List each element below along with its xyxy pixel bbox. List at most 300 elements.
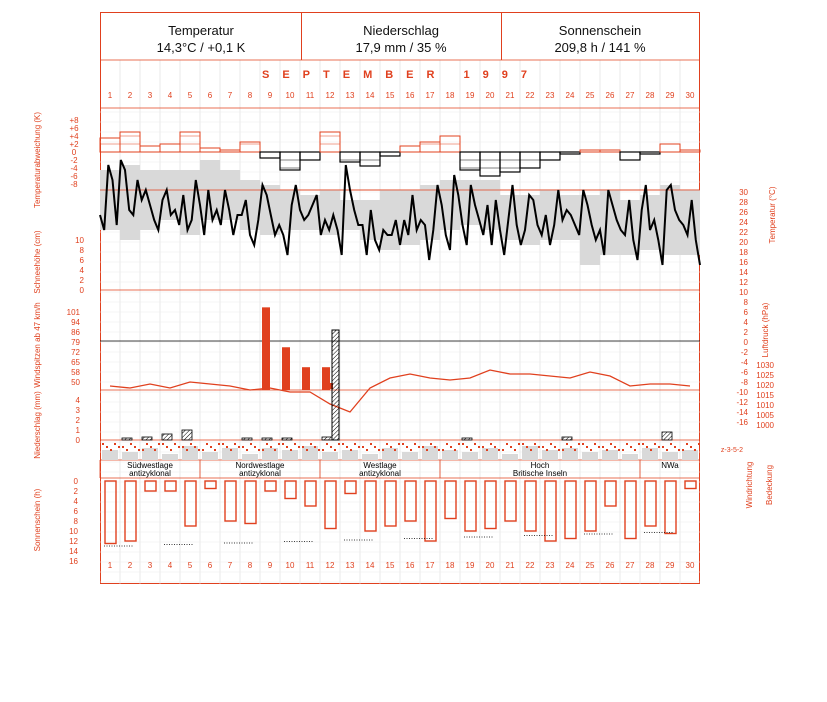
- weather-type-line2: antizyklonal: [129, 469, 171, 478]
- day-label-bottom: 25: [585, 561, 595, 570]
- sunshine-bar: [585, 481, 596, 531]
- sunshine-bar: [405, 481, 416, 521]
- wind-direction-mark: [450, 446, 452, 448]
- wind-direction-mark: [430, 443, 432, 445]
- wind-direction-mark: [166, 446, 168, 448]
- wind-direction-mark: [198, 449, 200, 451]
- wind-direction-mark: [242, 446, 244, 448]
- wind-direction-mark: [462, 443, 464, 445]
- pressure-tick: 1010: [756, 401, 774, 410]
- snow-tick: 0: [79, 286, 84, 295]
- day-label-top: 23: [545, 91, 555, 100]
- temperature-tick: 28: [739, 198, 748, 207]
- wind-direction-mark: [158, 443, 160, 445]
- sunshine-bar: [165, 481, 176, 491]
- sunshine-tick: 12: [69, 537, 78, 546]
- wind-tick: 50: [71, 378, 80, 387]
- sunshine-bar: [565, 481, 576, 539]
- wind-direction-mark: [682, 449, 684, 451]
- day-label-top: 29: [665, 91, 675, 100]
- wind-direction-mark: [686, 443, 688, 445]
- wind-direction-mark: [334, 449, 336, 451]
- sunshine-bar: [225, 481, 236, 521]
- wind-direction-mark: [130, 443, 132, 445]
- sunshine-bar: [385, 481, 396, 526]
- wind-direction-mark: [122, 446, 124, 448]
- day-label-bottom: 15: [385, 561, 395, 570]
- weather-type-line1: Südwestlage: [127, 461, 173, 470]
- temperature-tick: -12: [736, 398, 748, 407]
- wind-direction-mark: [538, 446, 540, 448]
- wind-tick: 101: [66, 308, 80, 317]
- wind-direction-mark: [362, 446, 364, 448]
- sunshine-bar: [665, 481, 676, 534]
- temp-dev-bar: [480, 152, 500, 176]
- snow-tick: 8: [79, 246, 84, 255]
- wind-direction-mark: [114, 443, 116, 445]
- wind-direction-mark: [622, 449, 624, 451]
- wind-direction-mark: [238, 446, 240, 448]
- wind-direction-mark: [262, 449, 264, 451]
- wind-direction-mark: [522, 443, 524, 445]
- wind-direction-mark: [670, 443, 672, 445]
- day-label-top: 11: [305, 91, 315, 100]
- wind-direction-mark: [598, 446, 600, 448]
- sunshine-tick: 8: [73, 517, 78, 526]
- wind-direction-mark: [190, 443, 192, 445]
- cloud-cover-bar: [402, 452, 418, 460]
- temperature-tick: -8: [740, 378, 748, 387]
- temperature-tick: -16: [736, 418, 748, 427]
- temp-dev-bar: [240, 142, 260, 152]
- wind-direction-mark: [374, 446, 376, 448]
- snow-tick: 2: [79, 276, 84, 285]
- day-label-top: 24: [565, 91, 575, 100]
- wind-direction-mark: [534, 443, 536, 445]
- temp-dev-bar: [540, 152, 560, 160]
- sunshine-tick: 16: [69, 557, 78, 566]
- temp-dev-bar: [300, 152, 320, 160]
- wind-direction-mark: [378, 449, 380, 451]
- sunshine-bar: [345, 481, 356, 494]
- cloud-cover-bar: [162, 454, 178, 460]
- wind-direction-mark: [518, 443, 520, 445]
- temp-dev-axis-title: Temperaturabweichung (K): [33, 111, 42, 209]
- sunshine-tick: 0: [73, 477, 78, 486]
- day-label-bottom: 5: [187, 561, 193, 570]
- wind-direction-mark: [478, 446, 480, 448]
- day-label-top: 3: [147, 91, 153, 100]
- temp-dev-tick: 0: [71, 148, 77, 157]
- wind-direction-mark: [426, 449, 428, 451]
- precip-title: Niederschlag: [363, 23, 439, 38]
- cloud-cover-bar: [442, 450, 458, 460]
- day-label-top: 8: [247, 91, 253, 100]
- wind-direction-mark: [498, 449, 500, 451]
- precip-tick: 2: [75, 416, 80, 425]
- day-label-top: 16: [405, 91, 415, 100]
- temperature-tick: -6: [740, 368, 748, 377]
- wind-direction-mark: [418, 446, 420, 448]
- cloud-cover-bar: [282, 450, 298, 460]
- day-label-bottom: 27: [625, 561, 635, 570]
- day-label-top: 21: [505, 91, 515, 100]
- cloud-cover-bar: [522, 446, 538, 460]
- temp-dev-bar: [660, 144, 680, 152]
- wind-direction-mark: [202, 449, 204, 451]
- precipitation-bar: [262, 438, 272, 440]
- temp-dev-bar: [280, 152, 300, 170]
- wind-direction-mark: [222, 443, 224, 445]
- wind-direction-mark: [322, 449, 324, 451]
- wind-direction-mark: [606, 449, 608, 451]
- pressure-tick: 1000: [756, 421, 774, 430]
- wind-direction-mark: [274, 449, 276, 451]
- precipitation-bar: [142, 437, 152, 440]
- precipitation-bar: [242, 438, 252, 440]
- temperature-title: Temperatur: [168, 23, 234, 38]
- temp-dev-bar: [600, 150, 620, 152]
- wind-direction-mark: [102, 443, 104, 445]
- day-label-bottom: 8: [247, 561, 253, 570]
- day-label-bottom: 28: [645, 561, 655, 570]
- sunshine-bar: [185, 481, 196, 526]
- wind-direction-mark: [358, 446, 360, 448]
- temp-dev-tick: +2: [69, 140, 79, 149]
- temp-dev-bar: [420, 142, 440, 152]
- wind-direction-mark: [258, 449, 260, 451]
- day-label-bottom: 6: [207, 561, 213, 570]
- wind-direction-mark: [690, 446, 692, 448]
- wind-direction-mark: [298, 446, 300, 448]
- wind-direction-mark: [470, 449, 472, 451]
- sunshine-bar: [445, 481, 456, 519]
- snow-tick: 6: [79, 256, 84, 265]
- precipitation-bar: [282, 438, 292, 440]
- temp-dev-tick: +6: [69, 124, 79, 133]
- day-label-bottom: 22: [525, 561, 535, 570]
- wind-direction-mark: [578, 443, 580, 445]
- cloud-cover-bar: [242, 454, 258, 460]
- day-label-bottom: 20: [485, 561, 495, 570]
- temp-dev-bar: [580, 150, 600, 152]
- cloud-cover-bar: [122, 452, 138, 460]
- precip-tick: 3: [75, 406, 80, 415]
- wind-direction-mark: [694, 449, 696, 451]
- wind-direction-mark: [194, 446, 196, 448]
- sunshine-bar: [525, 481, 536, 531]
- temperature-tick: -14: [736, 408, 748, 417]
- cloud-cover-bar: [662, 452, 678, 460]
- temperature-tick: 26: [739, 208, 748, 217]
- temperature-tick: 10: [739, 288, 748, 297]
- wind-direction-mark: [278, 443, 280, 445]
- cloud-cover-bar: [182, 446, 198, 460]
- wind-direction-mark: [618, 449, 620, 451]
- wind-direction-mark: [350, 449, 352, 451]
- wind-direction-mark: [614, 446, 616, 448]
- cloud-cover-bar: [342, 450, 358, 460]
- wind-direction-mark: [134, 446, 136, 448]
- day-label-top: 1: [107, 91, 113, 100]
- wind-tick: 94: [71, 318, 80, 327]
- pressure-tick: 1005: [756, 411, 774, 420]
- wind-direction-mark: [118, 446, 120, 448]
- wind-direction-mark: [542, 446, 544, 448]
- day-label-top: 9: [267, 91, 273, 100]
- wind-direction-mark: [354, 443, 356, 445]
- wind-direction-mark: [210, 446, 212, 448]
- wind-direction-mark: [454, 449, 456, 451]
- wind-direction-mark: [314, 446, 316, 448]
- weather-type-line1: Nordwestlage: [235, 461, 285, 470]
- temp-dev-bar: [140, 146, 160, 152]
- wind-direction-mark: [142, 449, 144, 451]
- day-label-bottom: 17: [425, 561, 435, 570]
- wind-direction-mark: [290, 449, 292, 451]
- cloud-cover-bar: [422, 446, 438, 460]
- day-label-top: 25: [585, 91, 595, 100]
- wind-direction-mark: [594, 443, 596, 445]
- wind-direction-mark: [514, 449, 516, 451]
- day-label-bottom: 13: [345, 561, 355, 570]
- temperature-tick: -10: [736, 388, 748, 397]
- snow-tick: 4: [79, 266, 84, 275]
- sunshine-tick: 14: [69, 547, 78, 556]
- temp-dev-bar: [200, 148, 220, 152]
- wind-direction-mark: [286, 446, 288, 448]
- wind-direction-mark: [630, 446, 632, 448]
- wind-direction-mark: [394, 449, 396, 451]
- day-label-top: 28: [645, 91, 655, 100]
- day-label-bottom: 12: [325, 561, 335, 570]
- wind-direction-mark: [658, 446, 660, 448]
- precipitation-bar: [122, 438, 132, 440]
- snow-tick: 10: [75, 236, 84, 245]
- cloud-cover-bar: [102, 450, 118, 460]
- sunshine-bar: [265, 481, 276, 491]
- wind-direction-mark: [182, 446, 184, 448]
- temp-dev-tick: -2: [70, 156, 78, 165]
- wind-direction-mark: [638, 443, 640, 445]
- day-label-bottom: 11: [305, 561, 315, 570]
- weather-type-line2: Britische Inseln: [512, 469, 568, 478]
- wind-direction-mark: [226, 446, 228, 448]
- wind-tick: 86: [71, 328, 80, 337]
- pressure-tick: 1015: [756, 391, 774, 400]
- wind-direction-mark: [510, 446, 512, 448]
- cloud-cover-bar: [462, 452, 478, 460]
- wind-direction-mark: [302, 446, 304, 448]
- wind-dir-legend: z-3-5-2: [720, 447, 744, 454]
- sunshine-tick: 4: [73, 497, 78, 506]
- temperature-range-band: [140, 170, 160, 230]
- cloud-cover-bar: [202, 452, 218, 460]
- temperature-tick: 6: [743, 308, 748, 317]
- wind-direction-mark: [482, 446, 484, 448]
- sunshine-tick: 2: [73, 487, 78, 496]
- pressure-tick: 1030: [756, 361, 774, 370]
- sunshine-bar: [465, 481, 476, 531]
- cloud-axis-title: Bedeckung: [765, 464, 774, 506]
- day-label-top: 2: [127, 91, 133, 100]
- precip-axis-title: Niederschlag (mm): [33, 391, 42, 459]
- day-label-bottom: 26: [605, 561, 615, 570]
- wind-direction-mark: [678, 449, 680, 451]
- wind-direction-mark: [346, 446, 348, 448]
- wind-direction-mark: [110, 449, 112, 451]
- wind-direction-mark: [174, 443, 176, 445]
- temp-dev-tick: -4: [70, 164, 78, 173]
- wind-direction-mark: [562, 449, 564, 451]
- day-label-top: 5: [187, 91, 193, 100]
- temperature-tick: -4: [740, 358, 748, 367]
- pressure-axis-title: Luftdruck (hPa): [761, 302, 770, 358]
- wind-direction-mark: [234, 443, 236, 445]
- wind-tick: 72: [71, 348, 80, 357]
- wind-direction-mark: [438, 449, 440, 451]
- wind-direction-mark: [154, 449, 156, 451]
- wind-direction-mark: [654, 443, 656, 445]
- wind-direction-mark: [446, 443, 448, 445]
- day-label-top: 30: [685, 91, 695, 100]
- wind-gust-bar: [262, 307, 270, 390]
- sunshine-bar: [485, 481, 496, 529]
- weather-type-line2: antizyklonal: [239, 469, 281, 478]
- precipitation-bar: [562, 437, 572, 440]
- wind-direction-mark: [366, 449, 368, 451]
- day-label-top: 14: [365, 91, 375, 100]
- weather-type-line1: Hoch: [530, 461, 550, 470]
- temp-dev-tick: +8: [69, 116, 79, 125]
- sunshine-bar: [365, 481, 376, 531]
- temperature-tick: 16: [739, 258, 748, 267]
- wind-direction-mark: [502, 449, 504, 451]
- wind-direction-mark: [558, 449, 560, 451]
- day-label-bottom: 9: [267, 561, 273, 570]
- day-label-bottom: 7: [227, 561, 233, 570]
- precipitation-bar: [462, 438, 472, 440]
- wind-direction-mark: [574, 449, 576, 451]
- wind-direction-mark: [266, 443, 268, 445]
- wind-gust-bar: [302, 367, 310, 390]
- sunshine-bar: [145, 481, 156, 491]
- wind-direction-mark: [674, 446, 676, 448]
- weather-type-line2: antizyklonal: [359, 469, 401, 478]
- temp-dev-tick: +4: [69, 132, 79, 141]
- wind-direction-mark: [530, 449, 532, 451]
- wind-direction-mark: [330, 446, 332, 448]
- wind-direction-mark: [342, 443, 344, 445]
- day-label-bottom: 24: [565, 561, 575, 570]
- wind-direction-mark: [434, 446, 436, 448]
- day-label-bottom: 30: [685, 561, 695, 570]
- day-label-top: 13: [345, 91, 355, 100]
- day-label-bottom: 16: [405, 561, 415, 570]
- day-label-top: 18: [445, 91, 455, 100]
- cloud-cover-bar: [302, 446, 318, 460]
- wind-direction-mark: [106, 446, 108, 448]
- temperature-tick: 24: [739, 218, 748, 227]
- sunshine-tick: 6: [73, 507, 78, 516]
- sunshine-bar: [645, 481, 656, 526]
- wind-direction-mark: [570, 446, 572, 448]
- precip-value: 17,9 mm / 35 %: [355, 40, 447, 55]
- day-label-bottom: 3: [147, 561, 153, 570]
- temperature-tick: 0: [743, 338, 748, 347]
- temp-dev-tick: -8: [70, 180, 78, 189]
- wind-direction-mark: [634, 449, 636, 451]
- temp-dev-bar: [380, 152, 400, 156]
- wind-direction-mark: [150, 446, 152, 448]
- wind-direction-mark: [170, 449, 172, 451]
- wind-direction-mark: [138, 449, 140, 451]
- temp-dev-bar: [340, 152, 360, 162]
- sunshine-axis-title: Sonnenschein (h): [33, 488, 42, 552]
- wind-direction-mark: [474, 443, 476, 445]
- wind-direction-mark: [126, 449, 128, 451]
- weather-type-line1: Westlage: [363, 461, 397, 470]
- day-label-bottom: 1: [107, 561, 113, 570]
- wind-direction-mark: [590, 449, 592, 451]
- wind-direction-mark: [306, 449, 308, 451]
- sunshine-title: Sonnenschein: [558, 23, 642, 38]
- wind-dir-axis-title: Windrichtung: [745, 461, 754, 509]
- temp-dev-bar: [100, 138, 120, 152]
- wind-direction-mark: [246, 449, 248, 451]
- temperature-tick: 8: [743, 298, 748, 307]
- temp-dev-bar: [360, 152, 380, 166]
- temp-dev-bar: [560, 152, 580, 154]
- day-label-bottom: 23: [545, 561, 555, 570]
- temp-dev-tick: -6: [70, 172, 78, 181]
- pressure-tick: 1020: [756, 381, 774, 390]
- precipitation-bar: [322, 437, 332, 440]
- day-label-bottom: 29: [665, 561, 675, 570]
- temperature-tick: 12: [739, 278, 748, 287]
- wind-direction-mark: [390, 446, 392, 448]
- precip-tick: 0: [75, 436, 80, 445]
- day-label-top: 27: [625, 91, 635, 100]
- day-label-bottom: 19: [465, 561, 475, 570]
- cloud-cover-bar: [682, 450, 698, 460]
- weather-type-line1: NWa: [661, 461, 679, 470]
- wind-direction-mark: [526, 446, 528, 448]
- sunshine-bar: [505, 481, 516, 521]
- temp-dev-bar: [260, 152, 280, 158]
- temperature-tick: 4: [743, 318, 748, 327]
- wind-direction-mark: [410, 449, 412, 451]
- wind-direction-mark: [186, 449, 188, 451]
- day-label-top: 10: [285, 91, 295, 100]
- cloud-cover-bar: [602, 450, 618, 460]
- wind-direction-mark: [422, 446, 424, 448]
- wind-direction-mark: [370, 443, 372, 445]
- day-label-top: 20: [485, 91, 495, 100]
- cloud-cover-bar: [582, 452, 598, 460]
- wind-direction-mark: [666, 449, 668, 451]
- day-label-top: 4: [167, 91, 173, 100]
- day-label-top: 19: [465, 91, 475, 100]
- day-label-bottom: 2: [127, 561, 133, 570]
- day-label-top: 6: [207, 91, 213, 100]
- temp-dev-bar: [400, 146, 420, 152]
- cloud-cover-bar: [542, 450, 558, 460]
- wind-direction-mark: [506, 443, 508, 445]
- precipitation-bar: [162, 434, 172, 440]
- sunshine-value: 209,8 h / 141 %: [554, 40, 646, 55]
- temperature-tick: 20: [739, 238, 748, 247]
